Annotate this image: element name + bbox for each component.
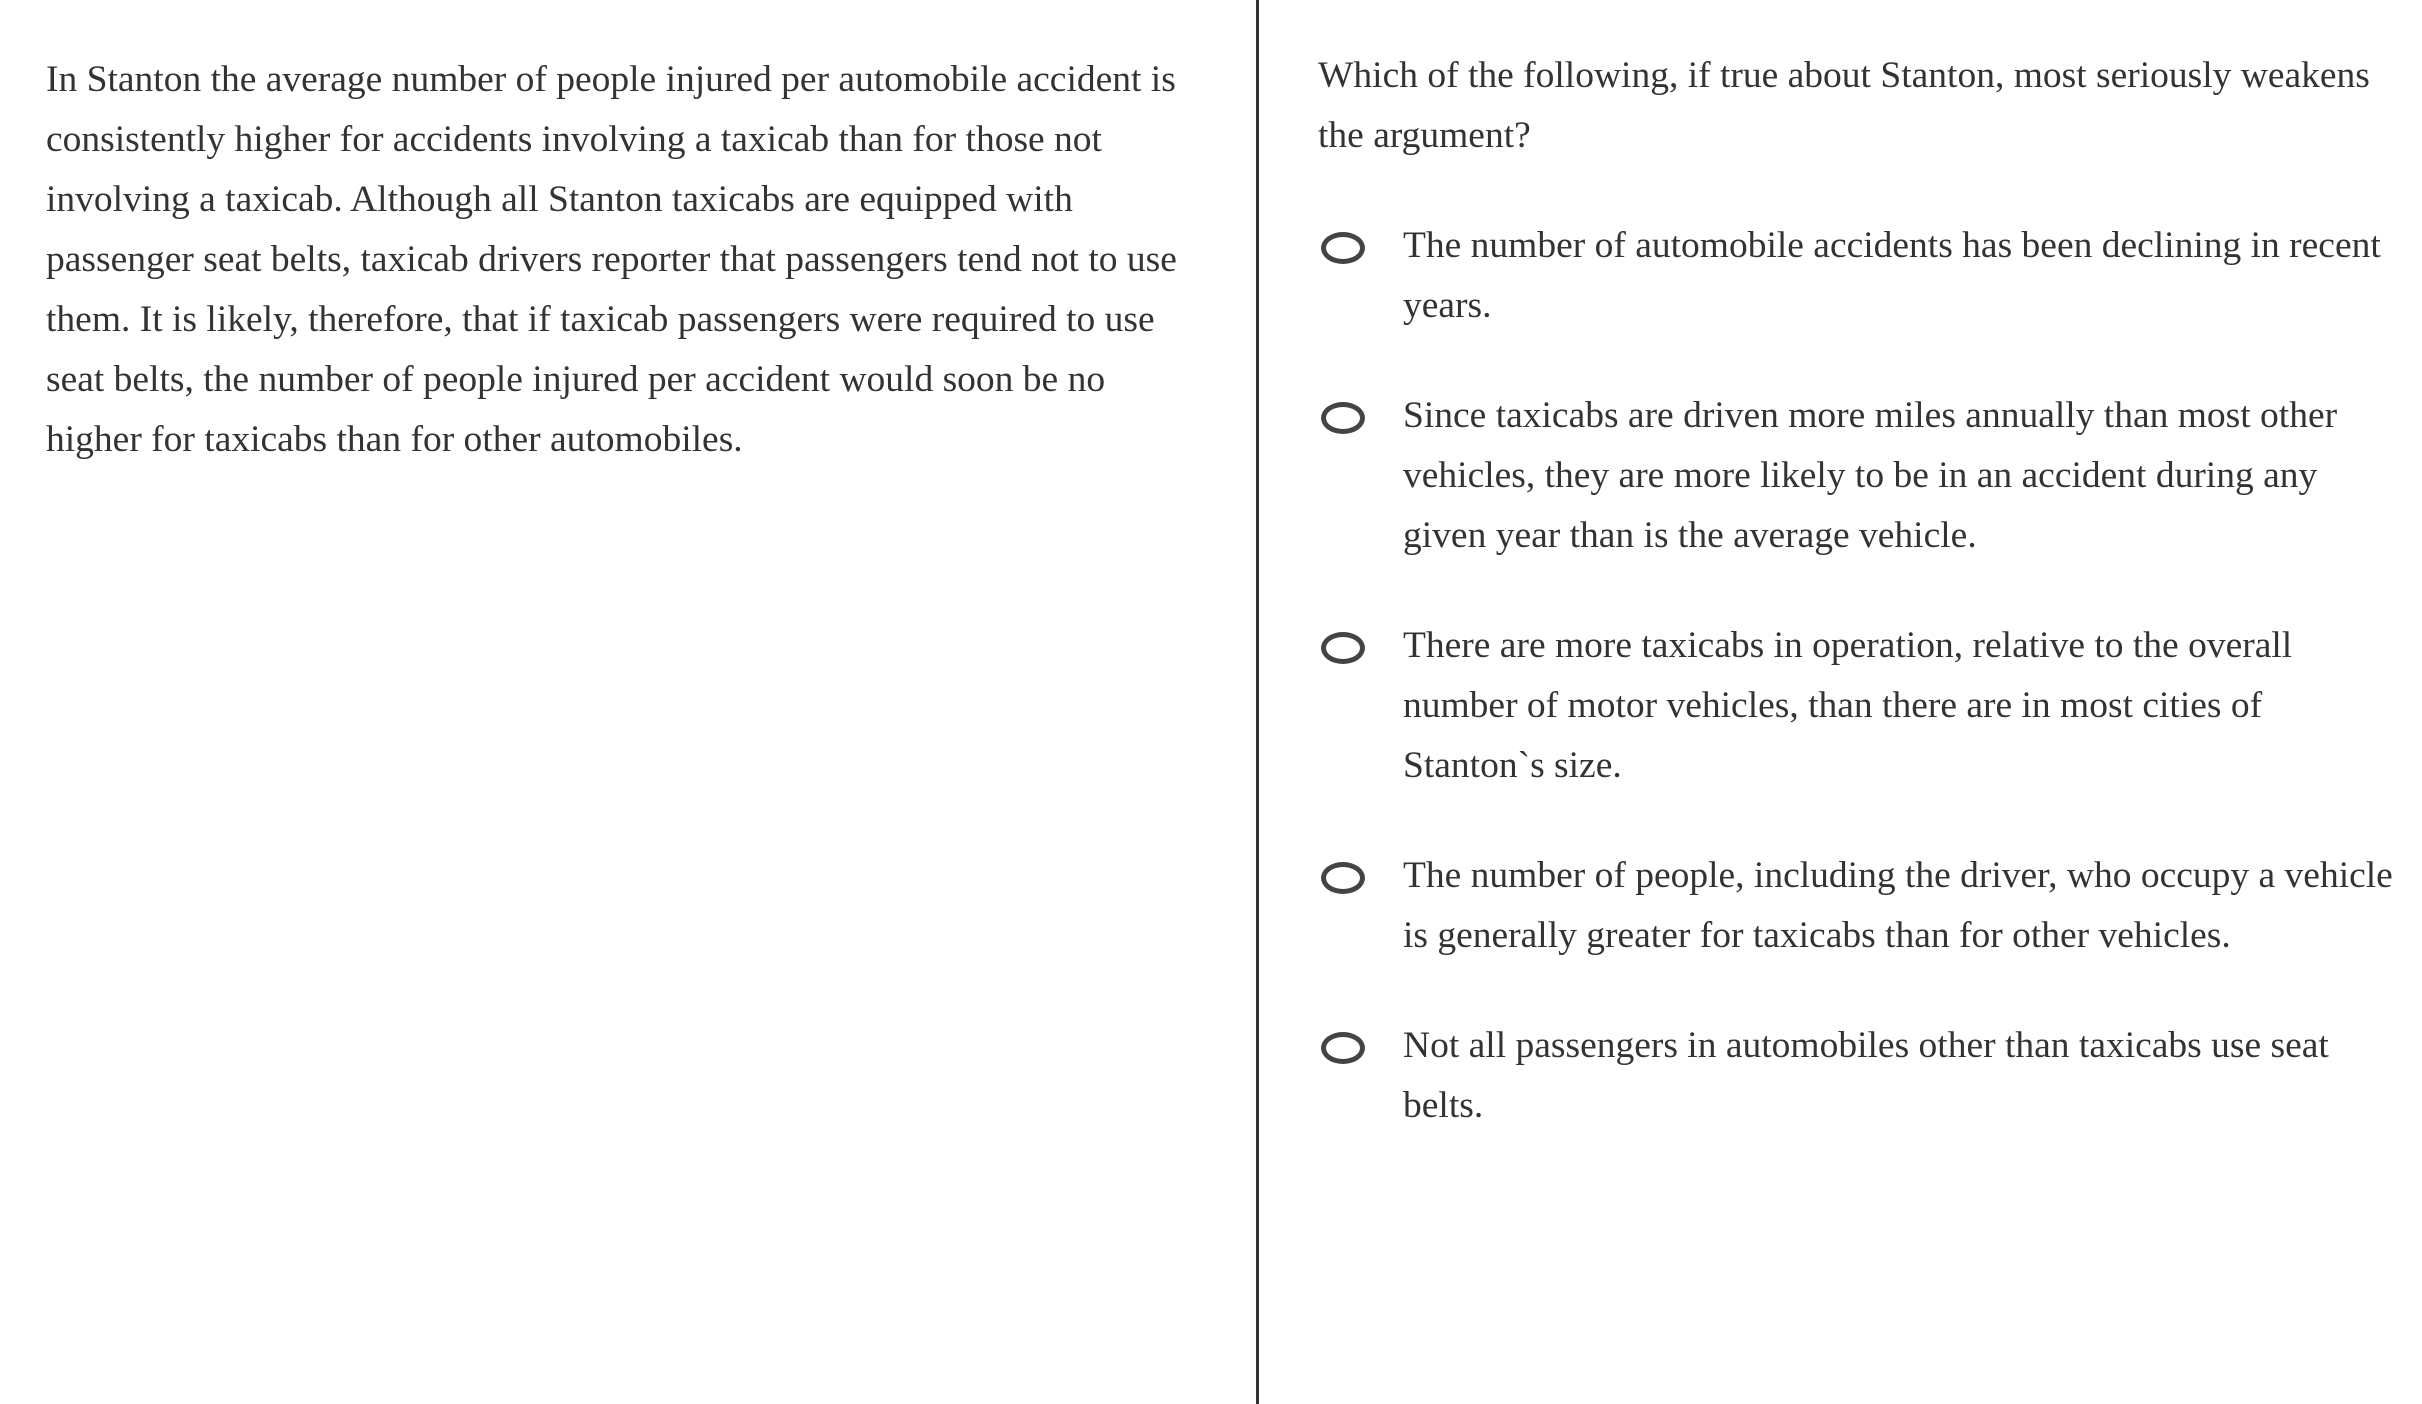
answer-option-label: Since taxicabs are driven more miles annually than most other vehicles, they are more likely to be in an accident during any given year than is the average vehicle.	[1403, 395, 2338, 556]
answer-option-label: There are more taxicabs in operation, relative to the overall number of motor vehicles, than there are in most cities of Stanton`s size.	[1403, 625, 2293, 786]
radio-button-icon[interactable]	[1321, 632, 1365, 664]
answer-option-b[interactable]	[1318, 386, 2403, 566]
question-pane	[1259, 0, 2422, 1404]
answer-option-label: The number of people, including the driver, who occupy a vehicle is generally greater for taxicabs than for other vehicles.	[1403, 855, 2393, 956]
answer-option-e[interactable]	[1318, 1016, 2403, 1136]
answer-option-a[interactable]	[1318, 216, 2403, 336]
answer-options	[1318, 216, 2402, 1136]
question-stem: Which of the following, if true about Stanton, most seriously weakens the argument?	[1318, 55, 2370, 156]
radio-button-icon[interactable]	[1321, 1032, 1365, 1064]
radio-button-icon[interactable]	[1321, 232, 1365, 264]
radio-button-icon[interactable]	[1321, 402, 1365, 434]
radio-button-icon[interactable]	[1321, 862, 1365, 894]
answer-option-label: The number of automobile accidents has been declining in recent years.	[1403, 225, 2381, 326]
answer-option-d[interactable]	[1318, 846, 2403, 966]
answer-option-label: Not all passengers in automobiles other than taxicabs use seat belts.	[1403, 1025, 2329, 1126]
passage-text: In Stanton the average number of people injured per automobile accident is consistently higher for accidents involving a taxicab than for those not involving a taxicab. Although all Stanton taxicabs are equipped with passenger seat belts, taxicab drivers reporter that passengers tend not to use them. It is likely, therefore, that if taxicab passengers were required to use seat belts, the number of people injured per accident would soon be no higher for taxicabs than for other automobiles.	[46, 59, 1177, 460]
answer-option-c[interactable]	[1318, 616, 2403, 796]
